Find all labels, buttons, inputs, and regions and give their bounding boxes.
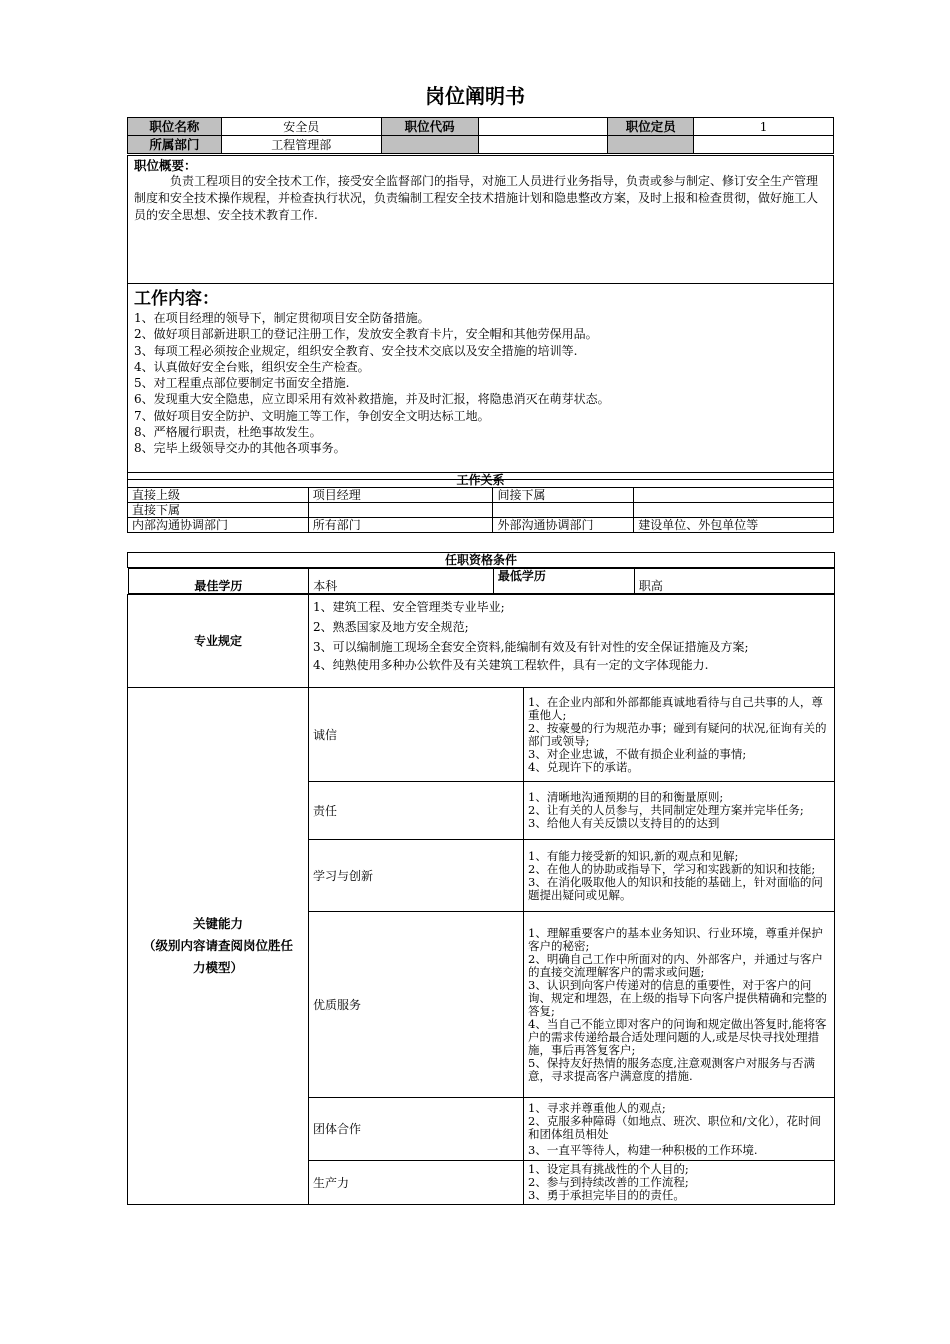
label-indirect-subordinate: 间接下属: [493, 488, 634, 503]
best-education: 本科: [309, 569, 494, 594]
ability-point: 1、在企业内部和外部都能真诚地看待与自己共事的人，尊重他人;: [528, 694, 823, 722]
ability-point: 4、兑现许下的承诺。: [528, 759, 639, 774]
relations-empty-cell: [634, 503, 834, 518]
ability-point: 4、当自己不能立即对客户的问询和规定做出答复时,能将客户的需求传递给最合适处理问题的人,或是尽快寻找处理措施，事后再答复客户;: [528, 1016, 827, 1057]
ability-point: 2、在他人的协助或指导下，学习和实践新的知识和技能;: [528, 861, 816, 876]
header-empty-cell: [694, 136, 834, 154]
label-direct-superior: 直接上级: [128, 488, 309, 503]
header-row-2: [128, 136, 834, 154]
internal-coordination: 所有部门: [308, 518, 493, 533]
ability-point: 1、寻求并尊重他人的观点;: [528, 1100, 666, 1115]
direct-superior: 项目经理: [308, 488, 493, 503]
label-professional: 专业规定: [128, 595, 309, 688]
relations-table: [127, 472, 834, 533]
label-external-coordination: 外部沟通协调部门: [493, 518, 634, 533]
header-row-1: [128, 118, 834, 136]
position-name: 安全员: [221, 118, 381, 136]
label-min-education: 最低学历: [493, 569, 634, 594]
ability-point: 3、认识到向客户传递对的信息的重要性，对于客户的问询、规定和埋怨，在上级的指导下向客户提供精确和完整的答复;: [528, 977, 827, 1018]
label-best-education: 最佳学历: [128, 569, 309, 594]
ability-name: 学习与创新: [309, 840, 524, 912]
key-abilities-label: [128, 688, 309, 1205]
work-item: 5、对工程重点部位要制定书面安全措施.: [134, 376, 350, 391]
professional-requirements: [309, 595, 835, 688]
relations-empty-cell: [493, 503, 634, 518]
ability-points: [524, 840, 835, 912]
professional-item: 2、熟悉国家及地方安全规范;: [313, 620, 469, 634]
work-item: 3、每项工程必须按企业规定，组织安全教育、安全技术交底以及安全措施的培训等.: [134, 343, 578, 358]
ability-point: 3、一直平等待人，构建一种积极的工作环境.: [528, 1142, 758, 1157]
label-position-name: 职位名称: [128, 118, 222, 136]
ability-point: 2、克服多种障碍（如地点、班次、职位和/文化），花时间和团体组员相处: [528, 1113, 821, 1141]
ability-name: 团体合作: [309, 1098, 524, 1161]
key-abilities-note: 力模型）: [192, 960, 243, 975]
label-internal-coordination: 内部沟通协调部门: [128, 518, 309, 533]
direct-subordinate: [308, 503, 493, 518]
ability-name: 责任: [309, 782, 524, 840]
ability-name: 生产力: [309, 1161, 524, 1205]
label-position-quota: 职位定员: [608, 118, 694, 136]
ability-point: 1、设定具有挑战性的个人目的;: [528, 1162, 689, 1176]
summary-heading: 职位概要：: [134, 158, 197, 173]
header-empty-cell: [608, 136, 694, 154]
label-direct-subordinate: 直接下属: [128, 503, 309, 518]
header-table: [127, 117, 834, 154]
work-item: 6、发现重大安全隐患，应立即采用有效补救措施，并及时汇报，将隐患消灭在萌芽状态。: [134, 392, 610, 407]
ability-point: 1、有能力接受新的知识,新的观点和见解;: [528, 848, 739, 863]
ability-point: 3、给他人有关反馈以支持目的的达到: [528, 816, 720, 830]
label-department: 所属部门: [128, 136, 222, 154]
ability-points: [524, 782, 835, 840]
ability-point: 2、让有关的人员参与，共同制定处理方案并完毕任务;: [528, 803, 804, 817]
work-item: 7、做好项目安全防护、文明施工等工作，争创安全文明达标工地。: [134, 408, 490, 423]
ability-points: [524, 688, 835, 782]
ability-points: [524, 912, 835, 1098]
ability-point: 2、按豪曼的行为规范办事；碰到有疑问的状况,征询有关的部门或领导;: [528, 720, 827, 748]
qualification-table: [127, 552, 835, 1205]
key-abilities-note: （级别内容请查阅岗位胜任: [142, 938, 293, 953]
external-coordination: 建设单位、外包单位等: [634, 518, 834, 533]
description-table: [127, 155, 834, 480]
ability-point: 5、保持友好热情的服务态度,注意观测客户对服务与否满意，寻求提高客户满意度的措施.: [528, 1055, 815, 1083]
header-empty-cell: [381, 136, 478, 154]
document-title: 岗位阐明书: [425, 84, 525, 108]
ability-point: 2、明确自己工作中所面对的内、外部客户，并通过与客户的直接交流理解客户的需求或问题;: [528, 951, 823, 979]
professional-item: 4、纯熟使用多种办公软件及有关建筑工程软件，具有一定的文字体现能力.: [313, 658, 709, 672]
ability-points: [524, 1161, 835, 1205]
ability-point: 3、勇于承担完毕目的的责任。: [528, 1188, 685, 1202]
ability-name: 诚信: [309, 688, 524, 782]
professional-item: 3、可以编制施工现场全套安全资料,能编制有效及有针对性的安全保证措施及方案;: [313, 640, 749, 654]
ability-point: 3、在消化吸取他人的知识和技能的基础上，针对面临的问题提出疑问或见解。: [528, 874, 823, 902]
key-abilities-title: 关键能力: [192, 916, 243, 931]
work-content-heading: 工作内容：: [134, 289, 219, 309]
ability-point: 1、清晰地沟通预期的目的和衡量原则;: [528, 790, 724, 804]
qualification-heading: 任职资格条件: [128, 553, 835, 568]
summary-text: 负责工程项目的安全技术工作，接受安全监督部门的指导，对施工人员进行业务指导，负责或参与制定、修订安全生产管理制度和安全技术操作规程，并检查执行状况，负责编制工程安全技术措施计划和隐患整改方案，及时上报和检查贯彻，做好施工人员的安全思想、安全技术教育工作.: [134, 174, 819, 222]
work-item: 8、完毕上级领导交办的其他各项事务。: [134, 441, 346, 456]
summary-section: [128, 156, 834, 284]
work-item: 8、严格履行职责，杜绝事故发生。: [134, 425, 322, 440]
ability-point: 2、参与到持续改善的工作流程;: [528, 1175, 689, 1189]
relations-heading: 工作关系: [128, 473, 834, 488]
header-empty-cell: [478, 136, 608, 154]
position-code: [478, 118, 608, 136]
professional-item: 1、建筑工程、安全管理类专业毕业;: [313, 600, 505, 614]
work-item: 2、做好项目部新进职工的登记注册工作，发放安全教育卡片，安全帽和其他劳保用品。: [134, 327, 598, 342]
work-item: 4、认真做好安全台账，组织安全生产检查。: [134, 359, 370, 374]
indirect-subordinate: [634, 488, 834, 503]
ability-points: [524, 1098, 835, 1161]
work-item: 1、在项目经理的领导下，制定贯彻项目安全防备措施。: [134, 311, 430, 325]
ability-point: 3、对企业忠诚，不做有损企业利益的事情;: [528, 746, 747, 761]
label-position-code: 职位代码: [381, 118, 478, 136]
department: 工程管理部: [221, 136, 381, 154]
min-education: 职高: [634, 569, 834, 594]
ability-point: 1、理解重要客户的基本业务知识、行业环境，尊重并保护客户的秘密;: [528, 925, 823, 953]
work-content-section: [128, 284, 834, 480]
position-quota: 1: [694, 118, 834, 136]
ability-name: 优质服务: [309, 912, 524, 1098]
